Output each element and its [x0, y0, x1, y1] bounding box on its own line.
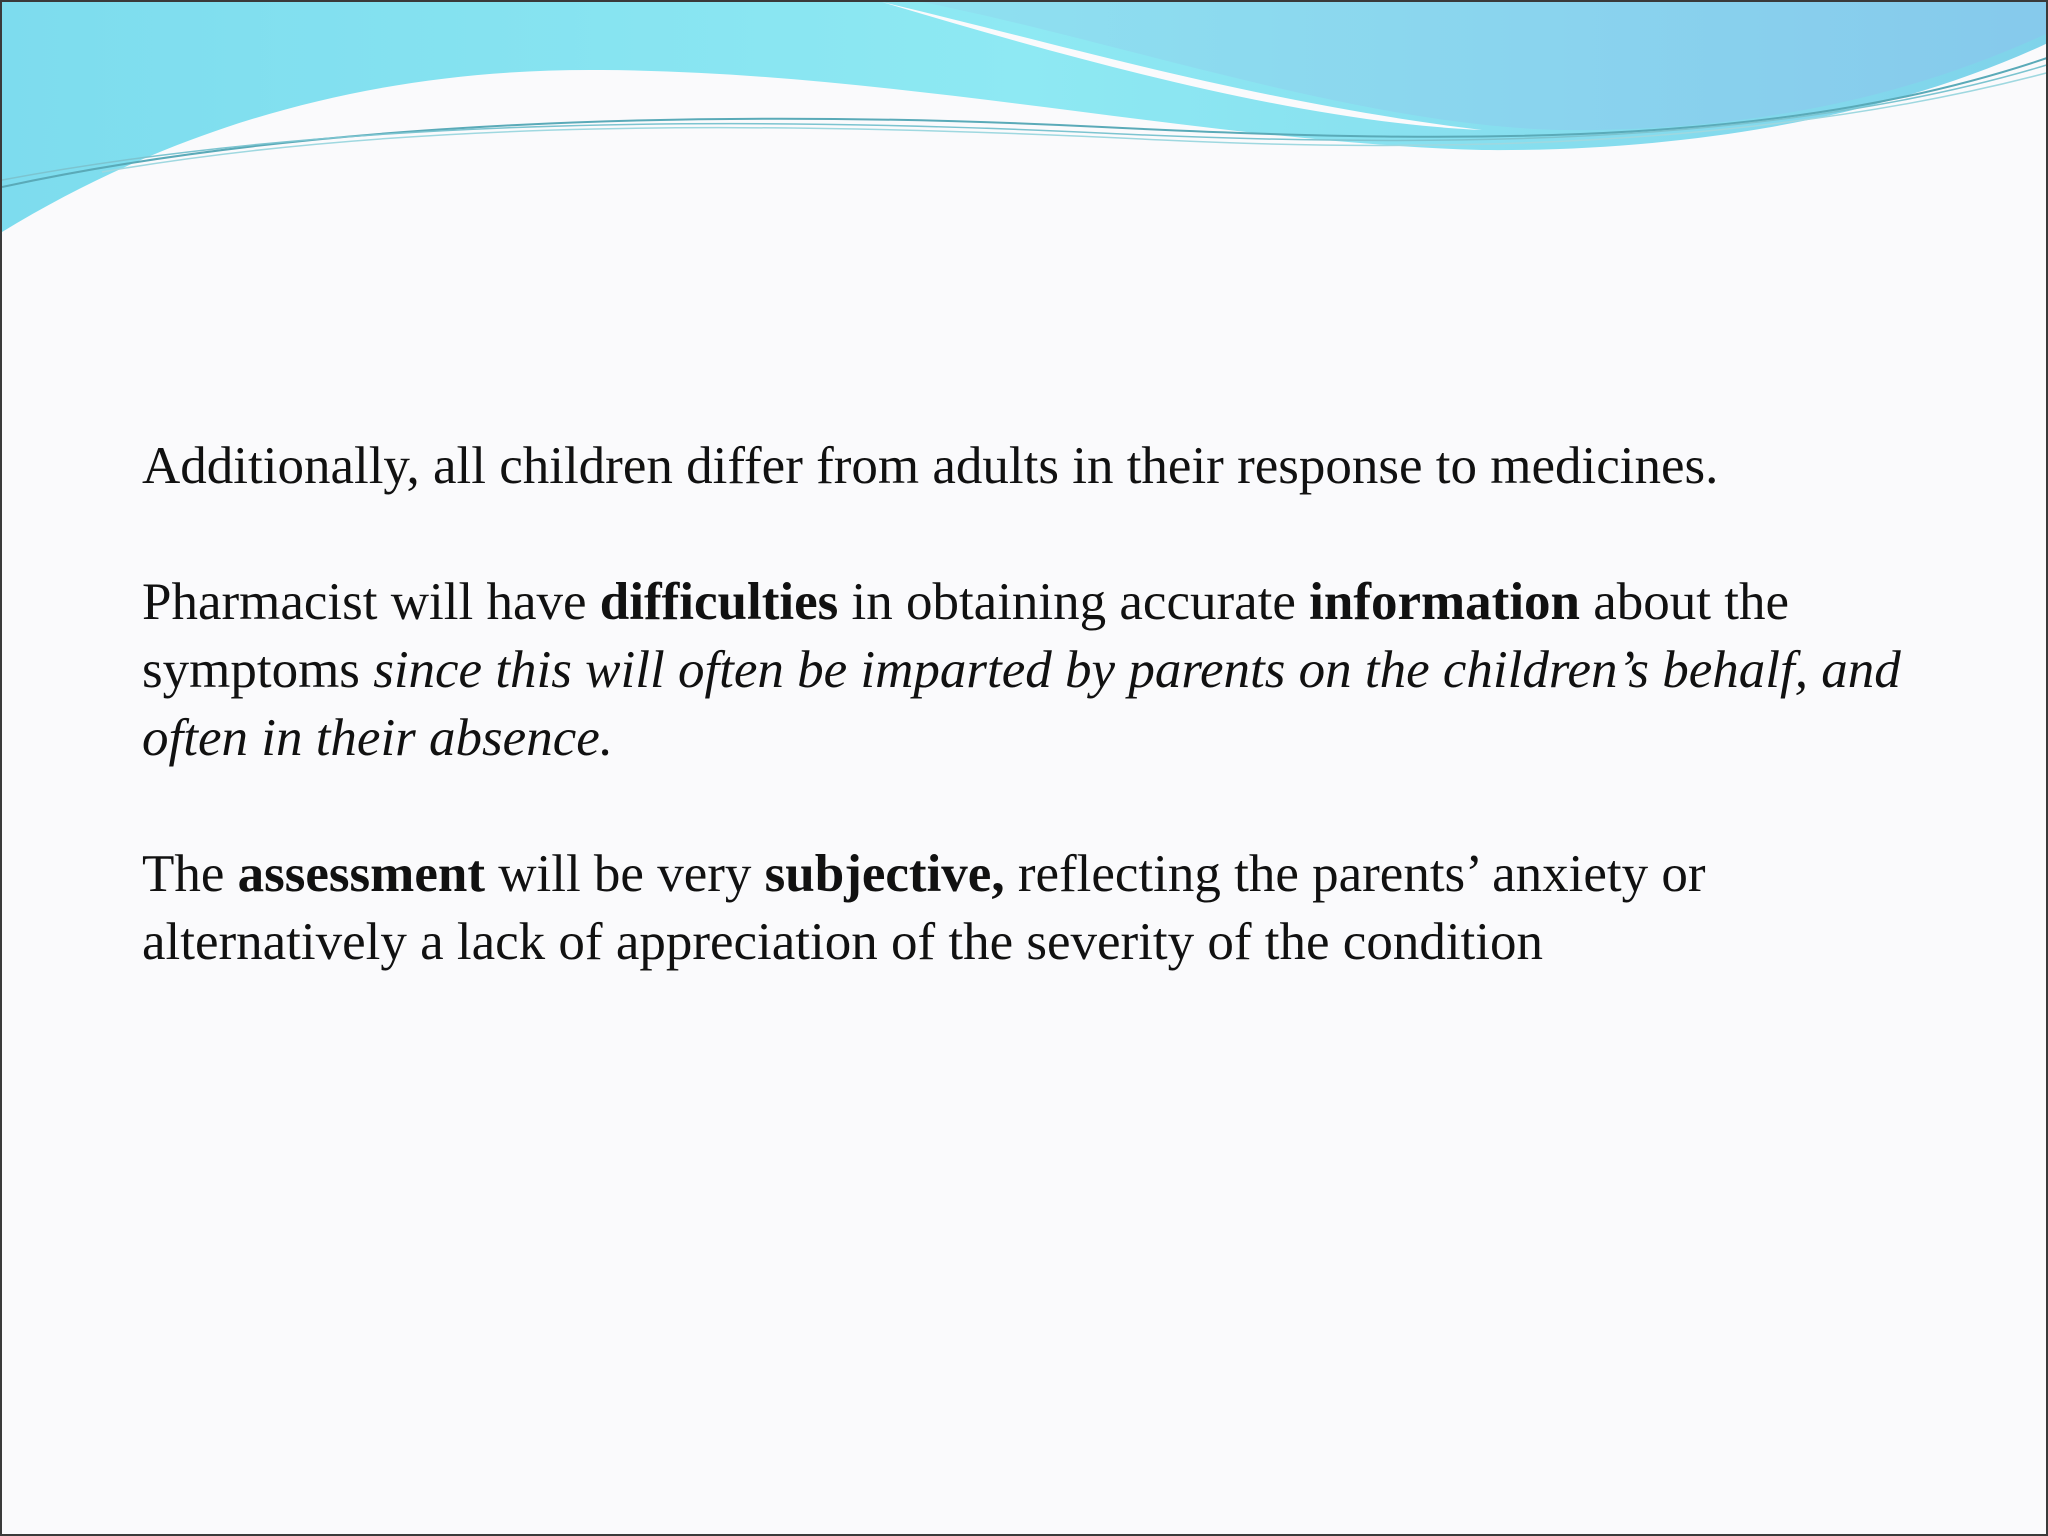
p3-text: The — [142, 845, 238, 903]
p3-text: will be very — [484, 845, 765, 903]
p3-emphasis-subjective: subjective, — [764, 845, 1005, 903]
paragraph-1 — [142, 432, 1962, 500]
p2-text: in obtaining accurate — [838, 573, 1310, 631]
p3-text: reflecting the parents’ anxiety or alternatively a lack of appreciation of the severity of the condition — [142, 845, 1706, 971]
p2-emphasis-information: information — [1309, 573, 1581, 631]
p2-italic-clause: since this will often be imparted by parents on the children’s behalf, and often in their absence. — [142, 641, 1901, 767]
header-wave-decoration — [2, 2, 2048, 242]
p2-text: Pharmacist will have — [142, 573, 600, 631]
paragraph-1-text: Additionally, all children differ from adults in their response to medicines. — [142, 437, 1719, 495]
p3-emphasis-assessment: assessment — [237, 845, 485, 903]
paragraph-2 — [142, 568, 1962, 772]
p2-text: about the symptoms — [142, 573, 1790, 699]
paragraph-3 — [142, 840, 1962, 976]
slide-body — [142, 432, 1962, 1044]
p2-emphasis-difficulties: difficulties — [599, 573, 839, 631]
